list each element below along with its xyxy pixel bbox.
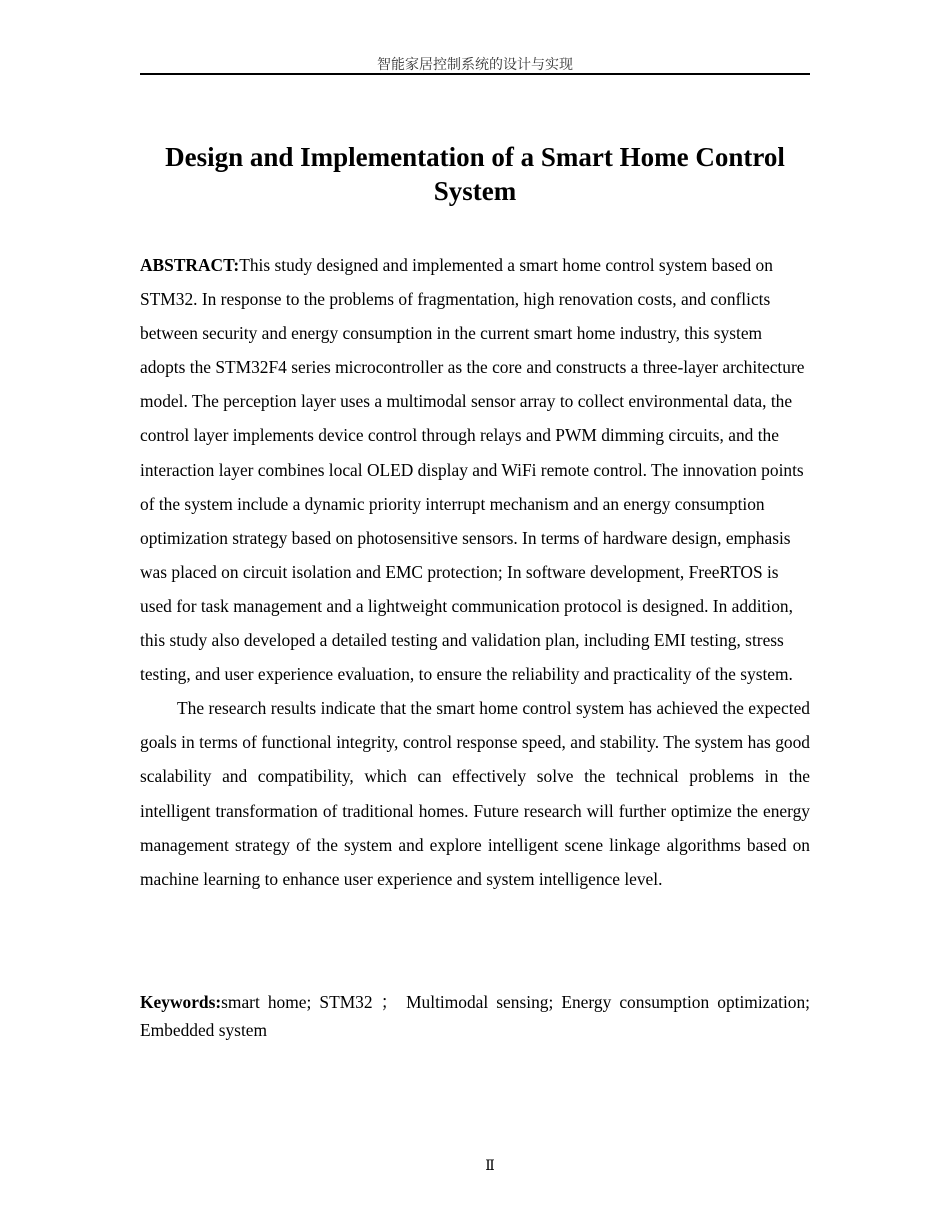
page-number: Ⅱ xyxy=(485,1159,495,1174)
abstract-section xyxy=(140,248,810,896)
header-rule xyxy=(140,73,810,75)
abstract-paragraph-2: The research results indicate that the smart home control system has achieved the expected goals in terms of functional integrity, control response speed, and stability. The system has good scalability and compatibility, which can effectively solve the technical problems in the intelligent transformation of traditional homes. Future research will further optimize the energy management strategy of the system and explore intelligent scene linkage algorithms based on machine learning to enhance user experience and system intelligence level. xyxy=(140,698,810,889)
keywords-section xyxy=(140,988,810,1044)
keywords-text: smart home; STM32 ； Multimodal sensing; Energy consumption optimization; Embedded system xyxy=(140,992,810,1040)
abstract-paragraph-1 xyxy=(140,248,810,691)
paper-title: Design and Implementation of a Smart Home Control System xyxy=(165,142,785,206)
running-header: 智能家居控制系统的设计与实现 xyxy=(377,57,573,73)
abstract-label: ABSTRACT: xyxy=(140,255,240,275)
abstract-paragraph-1-text: This study designed and implemented a smart home control system based on STM32. In response to the problems of fragmentation, high renovation costs, and conflicts between security and energy consumption in the current smart home industry, this system adopts the STM32F4 series microcontroller as the core and constructs a three-layer architecture model. The perception layer uses a multimodal sensor array to collect environmental data, the control layer implements device control through relays and PWM dimming circuits, and the interaction layer combines local OLED display and WiFi remote control. The innovation points of the system include a dynamic priority interrupt mechanism and an energy consumption optimization strategy based on photosensitive sensors. In terms of hardware design, emphasis was placed on circuit isolation and EMC protection; In software development, FreeRTOS is used for task management and a lightweight communication protocol is designed. In addition, this study also developed a detailed testing and validation plan, including EMI testing, stress testing, and user experience evaluation, to ensure the reliability and practicality of the system. xyxy=(140,255,805,685)
keywords-label: Keywords: xyxy=(140,992,222,1012)
